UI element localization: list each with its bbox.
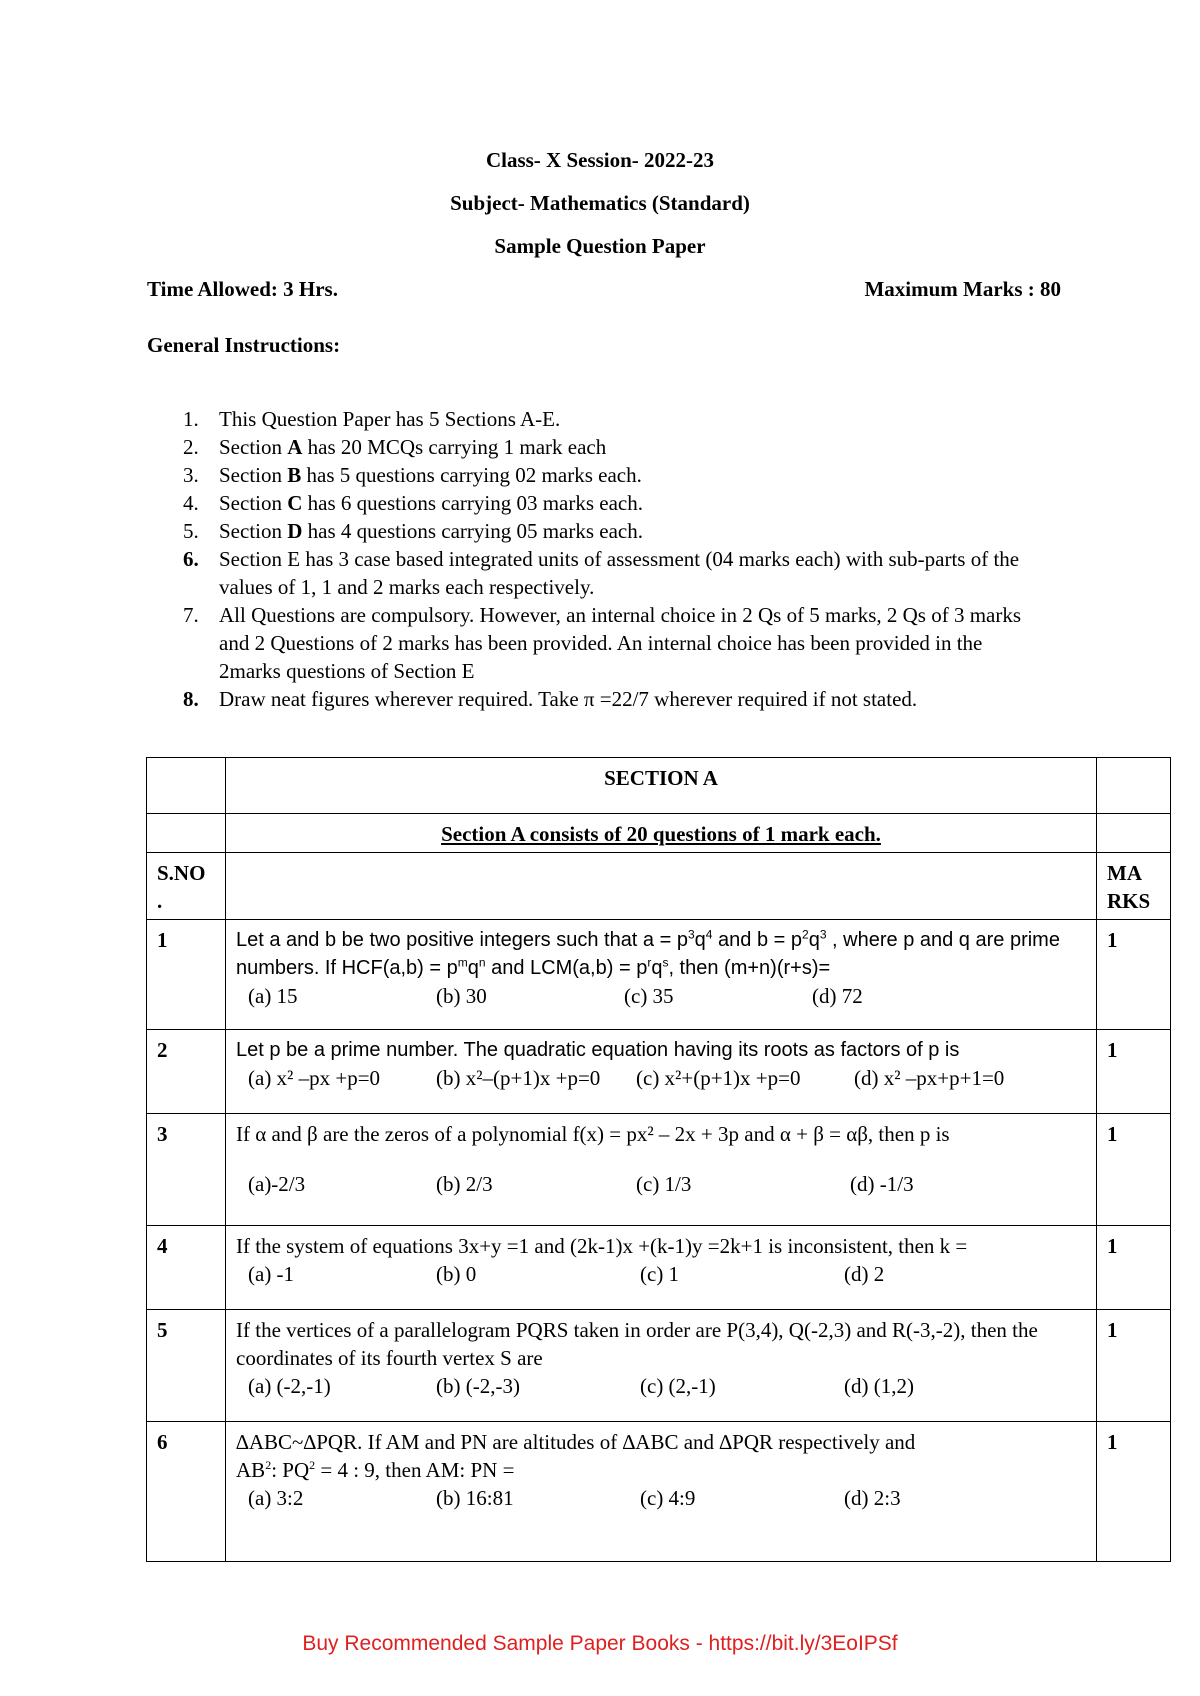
question-number: 3 — [147, 1114, 226, 1226]
option: (b) 2/3 — [436, 1172, 493, 1196]
option: (c) 4:9 — [640, 1486, 696, 1510]
question-text: Let p be a prime number. The quadratic equation having its roots as factors of p is (a) x² –px +p=0 (b) x²–(p+1)x +p=0 (c) x²+(p+1)x +p=0 (d) x² –px+p+1=0 — [226, 1030, 1097, 1114]
option: (b) 30 — [436, 984, 487, 1008]
table-row — [147, 1226, 1171, 1310]
time-marks-row — [147, 277, 1061, 302]
option: (d) 2 — [844, 1262, 885, 1286]
question-number: 2 — [147, 1030, 226, 1114]
table-row — [147, 1030, 1171, 1114]
question-marks: 1 — [1097, 920, 1171, 1030]
option: (d) -1/3 — [850, 1172, 914, 1196]
instruction-item: 6. Section E has 3 case based integrated units of assessment (04 marks each) with sub-parts of the values of 1, 1 and 2 marks each respectively. — [183, 547, 1020, 599]
instruction-item: 4. Section C has 6 questions carrying 03 marks each. — [183, 491, 643, 515]
option: (d) 2:3 — [844, 1486, 901, 1510]
table-row — [147, 1114, 1171, 1226]
option: (c) (2,-1) — [640, 1374, 716, 1398]
option: (a) 15 — [248, 984, 298, 1008]
question-text: ∆ABC~∆PQR. If AM and PN are altitudes of ∆ABC and ∆PQR respectively and $AB^2$: $PQ^2 = 4$ : 9, then AM: PN = (a) 3:2 (b) 16:81 (c) 4:9 (d) 2:3 — [226, 1422, 1097, 1562]
option: (c) 1 — [640, 1262, 680, 1286]
general-instructions-heading: General Instructions: — [147, 333, 341, 357]
question-marks: 1 — [1097, 1030, 1171, 1114]
option: (d) x² –px+p+1=0 — [854, 1066, 1005, 1090]
question-number: 6 — [147, 1422, 226, 1562]
question-marks: 1 — [1097, 1114, 1171, 1226]
instruction-item: 5. Section D has 4 questions carrying 05 marks each. — [183, 519, 643, 543]
option: (b) 0 — [436, 1262, 477, 1286]
option: (d) 72 — [812, 984, 863, 1008]
section-subtitle: Section A consists of 20 questions of 1 mark each. — [226, 814, 1097, 853]
question-text: If α and β are the zeros of a polynomial f(x) = px² – 2x + 3p and α + β = αβ, then p is (a)-2/3 (b) 2/3 (c) 1/3 (d) -1/3 — [226, 1114, 1097, 1226]
option: (a) (-2,-1) — [248, 1374, 331, 1398]
maximum-marks: Maximum Marks : 80 — [864, 277, 1061, 301]
col-marks-header: MA RKS — [1097, 853, 1171, 920]
question-text: Let a and b be two positive integers such that $a = p^3q^4$ and $b = p^2q^3$ , where p and q are prime numbers. If $HCF(a,b) = p^mq^n$ and $LCM(a,b) = p^rq^s$, then (m+n)(r+s)= (a) 15 (b) 30 (c) 35 (d) 72 — [226, 920, 1097, 1030]
option: (b) (-2,-3) — [436, 1374, 520, 1398]
instruction-item: 3. Section B has 5 questions carrying 02 marks each. — [183, 463, 642, 487]
instruction-item: 7. All Questions are compulsory. However, an internal choice in 2 Qs of 5 marks, 2 Qs of 3 marks and 2 Questions of 2 marks has been provided. An internal choice has been provided in the 2marks questions of Section E — [183, 603, 1022, 683]
question-number: 5 — [147, 1310, 226, 1422]
header-row — [147, 853, 1171, 920]
option: (a) x² –px +p=0 — [248, 1066, 381, 1090]
question-marks: 1 — [1097, 1310, 1171, 1422]
time-allowed: Time Allowed: 3 Hrs. — [147, 277, 338, 301]
table-row — [147, 1310, 1171, 1422]
question-text: If the vertices of a parallelogram PQRS taken in order are P(3,4), Q(-2,3) and R(-3,-2), then the coordinates of its fourth vertex S are (a) (-2,-1) (b) (-2,-3) (c) (2,-1) (d) (1,2) — [226, 1310, 1097, 1422]
section-a-table — [146, 757, 1171, 1562]
option: (b) 16:81 — [436, 1486, 514, 1510]
option: (a)-2/3 — [248, 1172, 306, 1196]
options — [236, 982, 1086, 1010]
instruction-item: 1. This Question Paper has 5 Sections A-E. — [183, 407, 561, 431]
col-sno-header: S.NO . — [147, 853, 226, 920]
class-session: Class- X Session- 2022-23 — [485, 148, 715, 172]
question-number: 1 — [147, 920, 226, 1030]
question-number: 4 — [147, 1226, 226, 1310]
option: (a) 3:2 — [248, 1486, 304, 1510]
option: (d) (1,2) — [844, 1374, 914, 1398]
options — [236, 1170, 1086, 1198]
paper-title: Sample Question Paper — [494, 234, 706, 258]
option: (b) x²–(p+1)x +p=0 — [436, 1066, 601, 1090]
subject-title: Subject- Mathematics (Standard) — [450, 191, 750, 215]
option: (c) 35 — [624, 984, 674, 1008]
table-row — [147, 920, 1171, 1030]
option: (c) x²+(p+1)x +p=0 — [636, 1066, 801, 1090]
table-row — [147, 1422, 1171, 1562]
instruction-item: 2. Section A has 20 MCQs carrying 1 mark each — [183, 435, 607, 459]
section-title: SECTION A — [226, 758, 1097, 814]
instructions-list — [147, 405, 1047, 713]
option: (a) -1 — [248, 1262, 295, 1286]
option: (c) 1/3 — [636, 1172, 692, 1196]
footer-promo-link[interactable]: Buy Recommended Sample Paper Books - https://bit.ly/3EoIPSf — [302, 1632, 898, 1655]
section-subtitle-row — [147, 814, 1171, 853]
options — [236, 1484, 1086, 1512]
section-title-row — [147, 758, 1171, 814]
question-text: If the system of equations 3x+y =1 and (2k-1)x +(k-1)y =2k+1 is inconsistent, then k = (a) -1 (b) 0 (c) 1 (d) 2 — [226, 1226, 1097, 1310]
options — [236, 1260, 1086, 1288]
instruction-item: 8. Draw neat figures wherever required. Take π =22/7 wherever required if not stated. — [183, 687, 918, 711]
question-marks: 1 — [1097, 1226, 1171, 1310]
question-marks: 1 — [1097, 1422, 1171, 1562]
options — [236, 1372, 1086, 1400]
options — [236, 1064, 1086, 1092]
